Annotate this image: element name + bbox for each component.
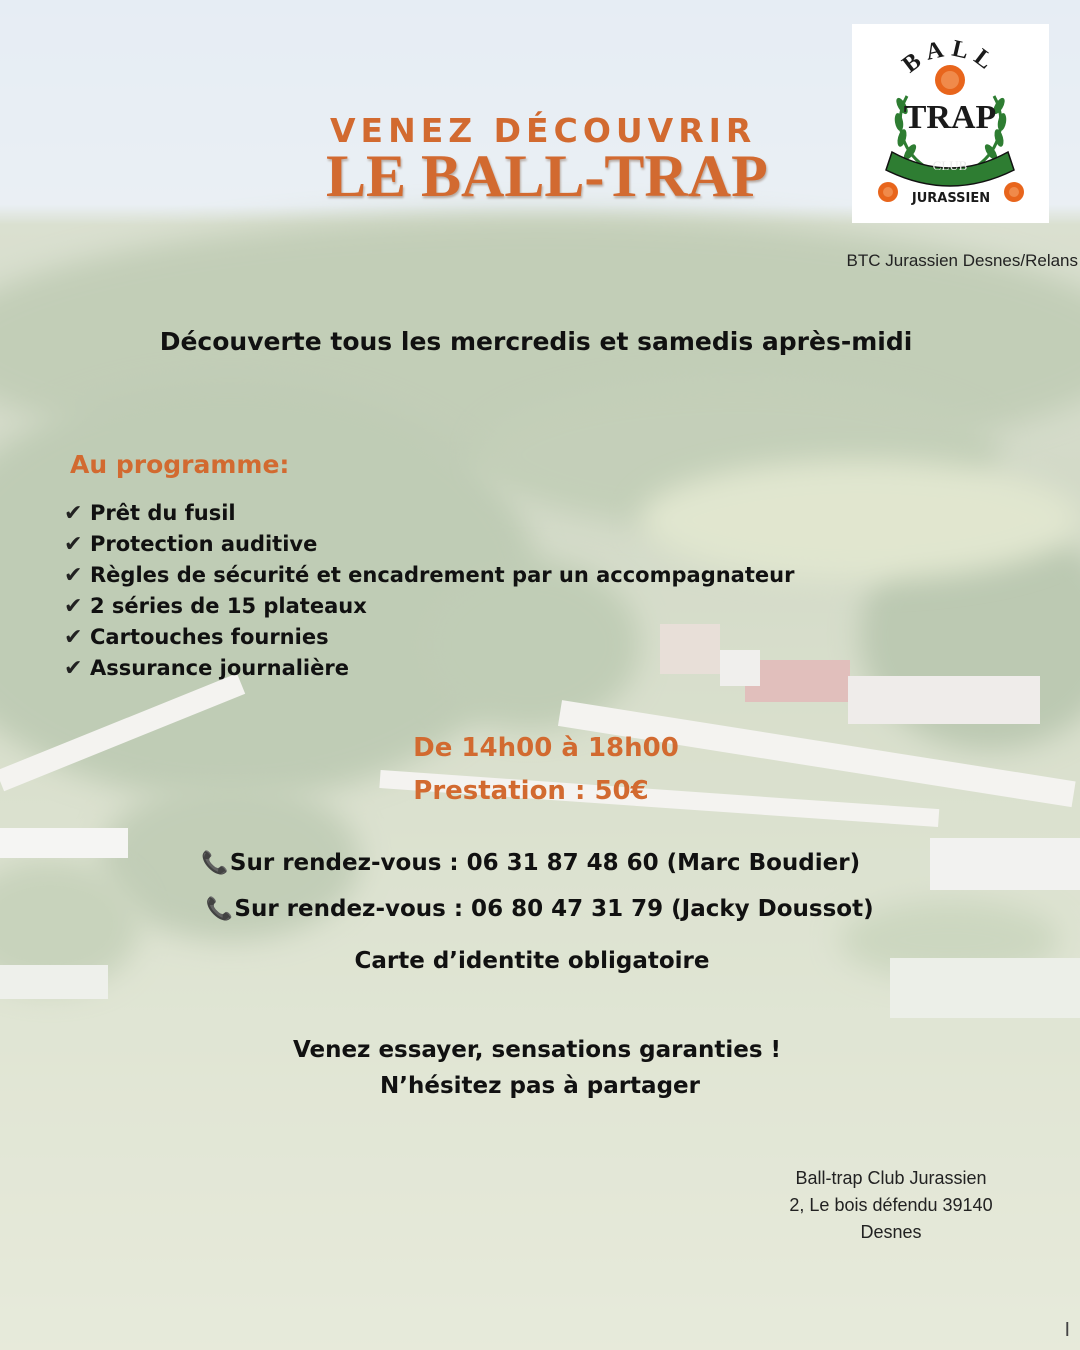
cta-line-2: N’hésitez pas à partager — [380, 1073, 700, 1099]
list-item-label: Cartouches fournies — [90, 625, 329, 649]
phone-icon: 📞 — [205, 897, 234, 922]
contact-line-2 — [0, 896, 1078, 922]
list-item-label: 2 séries de 15 plateaux — [90, 594, 367, 618]
contact-line-1-text: Sur rendez-vous : 06 31 87 48 60 (Marc Boudier) — [229, 850, 861, 876]
opening-hours: De 14h00 à 18h00 — [413, 733, 679, 763]
price: Prestation : 50€ — [413, 776, 649, 806]
logo-caption: BTC Jurassien Desnes/Relans — [846, 251, 1078, 270]
logo-bottom-text: JURASSIEN — [911, 191, 991, 206]
list-item — [64, 498, 794, 529]
contact-line-1 — [0, 850, 1060, 876]
list-item-label: Assurance journalière — [90, 656, 349, 680]
check-icon: ✔ — [64, 625, 83, 650]
list-item-label: Protection auditive — [90, 532, 318, 556]
title-line-1: VENEZ DÉCOUVRIR — [330, 111, 757, 150]
programme-title: Au programme: — [70, 450, 290, 479]
address-line-3: Desnes — [860, 1222, 922, 1242]
club-address — [760, 1165, 1022, 1246]
id-card-notice: Carte d’identite obligatoire — [354, 948, 710, 974]
address-line-1: Ball-trap Club Jurassien — [795, 1168, 987, 1188]
check-icon: ✔ — [64, 501, 83, 526]
check-icon: ✔ — [64, 532, 83, 557]
logo-main-text: TRAP — [903, 99, 997, 136]
contact-line-2-text: Sur rendez-vous : 06 80 47 31 79 (Jacky Doussot) — [234, 896, 874, 922]
club-logo-emblem — [852, 24, 1049, 223]
list-item — [64, 622, 794, 653]
check-icon: ✔ — [64, 563, 83, 588]
list-item — [64, 591, 794, 622]
logo-arc-text: BALL — [897, 35, 1003, 79]
cta-line-1: Venez essayer, sensations garanties ! — [292, 1037, 782, 1063]
check-icon: ✔ — [64, 656, 83, 681]
schedule-subtitle: Découverte tous les mercredis et samedis après-midi — [159, 327, 913, 356]
address-line-2: 2, Le bois défendu 39140 — [789, 1195, 993, 1215]
list-item-label: Prêt du fusil — [90, 501, 236, 525]
programme-list — [64, 498, 794, 684]
list-item — [64, 653, 794, 684]
club-logo — [852, 24, 1049, 223]
list-item — [64, 560, 794, 591]
check-icon: ✔ — [64, 594, 83, 619]
list-item — [64, 529, 794, 560]
list-item-label: Règles de sécurité et encadrement par un accompagnateur — [90, 563, 795, 587]
logo-ribbon-text: CLUB — [932, 158, 968, 173]
corner-mark: I — [1064, 1319, 1070, 1341]
title-line-2: LE BALL-TRAP — [326, 143, 768, 209]
phone-icon: 📞 — [201, 851, 229, 876]
